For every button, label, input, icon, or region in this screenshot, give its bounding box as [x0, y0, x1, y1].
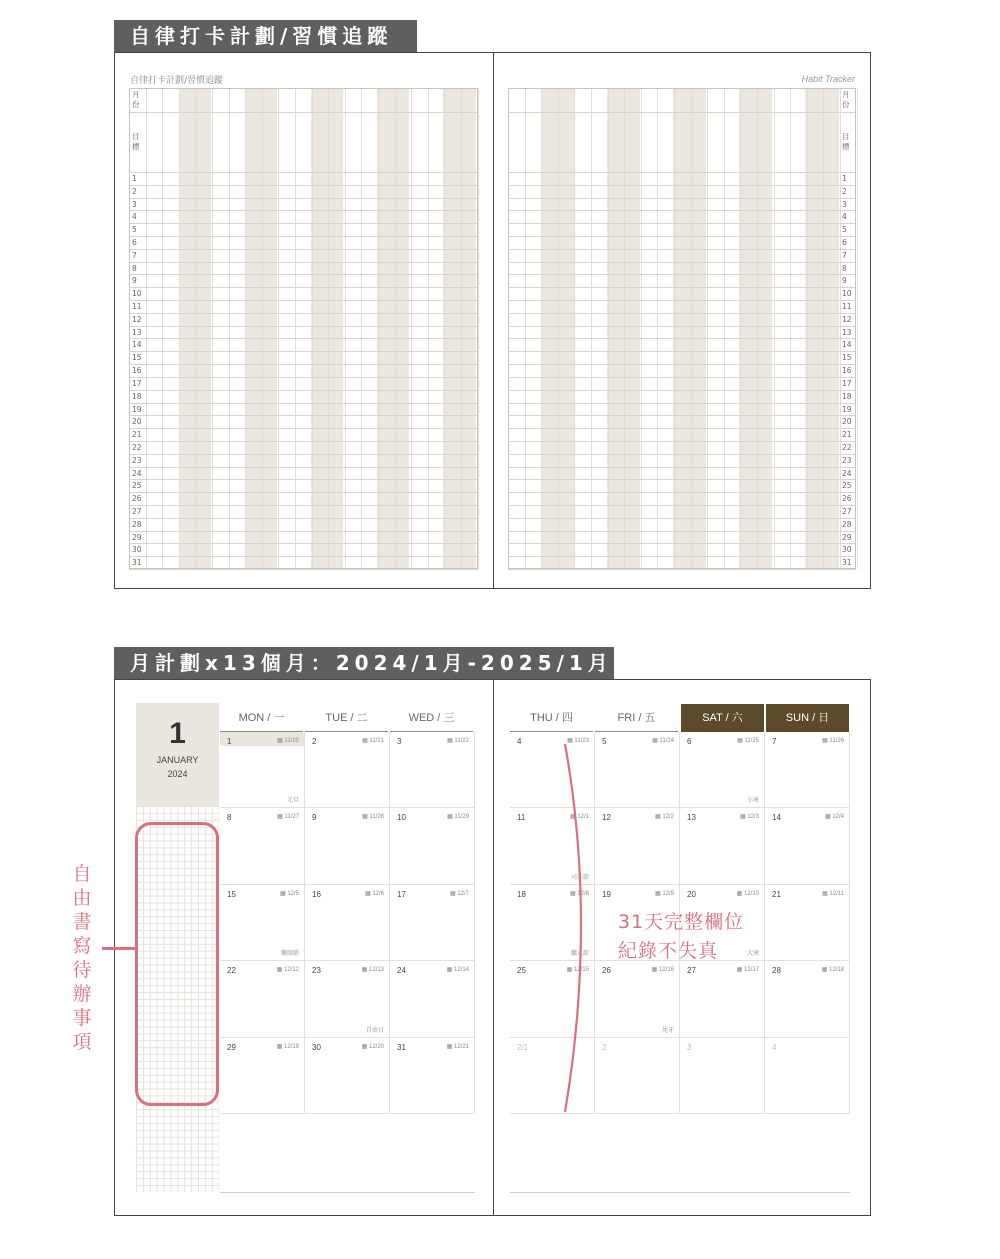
- day-date: 7: [772, 737, 777, 746]
- lunar-date: ▦ 11/21: [362, 738, 384, 744]
- day-number: 2: [842, 186, 847, 196]
- day-date: 13: [687, 813, 696, 823]
- day-cell[interactable]: [305, 885, 390, 961]
- day-number: 8: [132, 263, 137, 273]
- notes-area-right: [510, 1113, 850, 1193]
- lunar-date: ▦ 12/16: [651, 967, 674, 974]
- weekday-header: FRI / 五: [595, 704, 678, 732]
- day-number: 15: [132, 353, 142, 363]
- holiday-label: 元旦: [286, 798, 299, 805]
- lunar-date: ▦ 12/4: [824, 814, 844, 821]
- month-badge: [136, 703, 219, 806]
- day-date: 31: [397, 1042, 406, 1052]
- day-date: 27: [687, 966, 696, 976]
- day-number: 13: [842, 327, 852, 337]
- day-date: 21: [772, 889, 781, 899]
- lunar-date: ▦ 11/25: [737, 738, 759, 744]
- day-number: 19: [842, 404, 852, 414]
- callout-line-1: 31天完整欄位: [618, 911, 745, 933]
- day-date: 2: [312, 737, 317, 746]
- callout-char: 辦: [72, 983, 92, 1005]
- day-number: 7: [842, 250, 847, 260]
- lunar-date: ▦ 12/8: [569, 890, 589, 897]
- day-date: 18: [517, 889, 526, 899]
- day-number: 30: [842, 545, 852, 555]
- holiday-label: 自由日: [365, 1027, 384, 1034]
- grid-frame: [508, 88, 856, 569]
- callout-char: 待: [72, 959, 92, 981]
- habit-row-labels-right: [839, 88, 856, 569]
- day-number: 17: [132, 378, 142, 388]
- day-cell[interactable]: [305, 1038, 390, 1114]
- day-number: 25: [842, 481, 852, 491]
- day-number: 7: [132, 250, 137, 260]
- day-cell[interactable]: [765, 732, 850, 808]
- day-date: 2: [602, 1042, 607, 1052]
- callout-char: 寫: [72, 935, 92, 957]
- day-number: 12: [842, 314, 852, 324]
- day-date: 4: [517, 737, 522, 746]
- day-cell[interactable]: [765, 885, 850, 961]
- day-number: 19: [132, 404, 142, 414]
- lunar-date: ▦ 12/21: [446, 1043, 469, 1050]
- day-number: 5: [842, 225, 847, 235]
- day-number: 11: [132, 302, 142, 312]
- day-date: 30: [312, 1042, 321, 1052]
- day-number: 1: [132, 174, 137, 183]
- monthly-plan-banner: 月計劃x13個月：2024/1月-2025/1月: [114, 647, 614, 680]
- day-date: 12: [602, 813, 611, 823]
- grid-hline: [129, 569, 478, 570]
- month-label: 月份: [132, 90, 140, 109]
- day-number: 10: [132, 289, 142, 299]
- holiday-label: 藥師節: [280, 951, 299, 958]
- day-number: 22: [132, 442, 142, 452]
- lunar-date: ▦ 12/18: [821, 967, 844, 974]
- day-number: 20: [842, 417, 852, 427]
- day-number: 4: [842, 212, 847, 222]
- day-date: 3: [397, 737, 402, 746]
- day-number: 25: [132, 481, 142, 491]
- day-date: 8: [227, 813, 232, 823]
- day-number: 6: [842, 238, 847, 248]
- lunar-date: ▦ 12/1: [569, 814, 589, 821]
- day-number: 31: [842, 558, 852, 568]
- day-date: 23: [312, 966, 321, 976]
- habit-tracker-banner: 自律打卡計劃/習慣追蹤: [114, 20, 417, 53]
- spine: [493, 680, 494, 1215]
- full-month-callout: [618, 908, 744, 966]
- day-date: 15: [227, 889, 236, 899]
- day-number: 10: [842, 289, 852, 299]
- lunar-date: ▦ 11/23: [567, 738, 589, 744]
- day-number: 5: [132, 225, 137, 235]
- day-number: 9: [842, 276, 847, 286]
- day-cell[interactable]: [390, 808, 475, 884]
- weekday-header: SUN / 日: [766, 704, 849, 732]
- day-cell[interactable]: [220, 961, 305, 1037]
- day-number: 29: [132, 532, 142, 542]
- habit-row-labels-left: [129, 88, 145, 569]
- day-number: 20: [132, 417, 142, 427]
- grid-frame: [129, 88, 478, 569]
- month-number: 1: [169, 717, 186, 750]
- weekday-header: SAT / 六: [681, 704, 764, 732]
- lunar-date: ▦ 12/5: [279, 890, 299, 897]
- day-number: 18: [132, 391, 142, 401]
- day-date: 3: [687, 1042, 692, 1052]
- day-date: 10: [397, 813, 406, 823]
- day-number: 28: [842, 519, 852, 529]
- notes-area-left: [220, 1113, 475, 1193]
- day-cell[interactable]: [220, 885, 305, 961]
- day-date: 6: [687, 737, 692, 746]
- day-number: 22: [842, 442, 852, 452]
- day-cell[interactable]: [680, 1038, 765, 1114]
- day-date: 11: [517, 813, 526, 823]
- lunar-date: ▦ 12/11: [822, 890, 844, 897]
- day-cell[interactable]: [765, 961, 850, 1037]
- lunar-date: ▦ 12/17: [736, 967, 759, 974]
- day-number: 15: [842, 353, 852, 363]
- day-cell[interactable]: [220, 808, 305, 884]
- lunar-date: ▦ 11/24: [652, 738, 674, 744]
- weekday-header: MON / 一: [220, 704, 303, 732]
- day-cell[interactable]: [305, 808, 390, 884]
- day-cell[interactable]: [220, 1038, 305, 1114]
- lunar-date: ▦ 11/29: [447, 814, 469, 821]
- day-number: 16: [842, 366, 852, 376]
- callout-char: 由: [72, 887, 92, 909]
- lunar-date: ▦ 12/14: [446, 967, 469, 974]
- day-number: 3: [842, 199, 847, 209]
- lunar-date: ▦ 11/27: [277, 814, 299, 821]
- weekday-header: WED / 三: [390, 704, 473, 732]
- lunar-date: ▦ 12/19: [276, 1043, 299, 1050]
- day-date: 25: [517, 966, 526, 976]
- day-number: 11: [842, 302, 852, 312]
- lunar-date: ▦ 11/26: [822, 738, 844, 744]
- day-number: 4: [132, 212, 137, 222]
- day-cell[interactable]: [390, 732, 475, 808]
- day-number: 24: [132, 468, 142, 478]
- day-date: 19: [602, 889, 611, 899]
- day-number: 6: [132, 238, 137, 248]
- day-number: 8: [842, 263, 847, 273]
- goal-label: 目標: [842, 132, 850, 151]
- day-cell[interactable]: [595, 961, 680, 1037]
- day-cell[interactable]: [305, 961, 390, 1037]
- callout-char: 項: [72, 1031, 92, 1053]
- day-cell[interactable]: [305, 732, 390, 808]
- day-number: 3: [132, 199, 137, 209]
- day-date: 4: [772, 1042, 777, 1052]
- day-date: 16: [312, 889, 321, 899]
- day-date: 22: [227, 966, 236, 976]
- callout-connector: [102, 947, 136, 950]
- day-number: 1: [842, 174, 847, 183]
- day-cell[interactable]: [595, 1038, 680, 1114]
- day-number: 2: [132, 186, 137, 196]
- day-number: 27: [132, 506, 142, 516]
- day-number: 23: [132, 455, 142, 465]
- habit-grid-right: [508, 88, 856, 569]
- day-number: 29: [842, 532, 852, 542]
- day-number: 23: [842, 455, 852, 465]
- day-cell[interactable]: [390, 961, 475, 1037]
- callout-char: 事: [72, 1007, 92, 1029]
- day-date: 20: [687, 889, 696, 899]
- free-notes-callout: [71, 862, 93, 1054]
- day-date: 2/1: [517, 1042, 529, 1052]
- holiday-label: 尾牙: [661, 1027, 674, 1034]
- holiday-label: 司法節: [570, 874, 589, 881]
- day-number: 26: [842, 494, 852, 504]
- day-date: 9: [312, 813, 317, 823]
- day-date: 28: [772, 966, 781, 976]
- weekday-header: TUE / 二: [305, 704, 388, 732]
- day-number: 14: [842, 340, 852, 350]
- goal-label: 目標: [132, 132, 140, 151]
- lunar-date: ▦ 12/9: [654, 890, 674, 897]
- holiday-label: 大寒: [746, 951, 759, 958]
- day-date: 5: [602, 737, 607, 746]
- day-number: 14: [132, 340, 142, 350]
- day-date: 1: [227, 737, 232, 746]
- day-number: 28: [132, 519, 142, 529]
- day-date: 29: [227, 1042, 236, 1052]
- weekday-header: THU / 四: [510, 704, 593, 732]
- day-number: 31: [132, 558, 142, 568]
- lunar-date: ▦ 12/6: [364, 890, 384, 897]
- lunar-date: ▦ 12/7: [449, 890, 469, 897]
- day-number: 18: [842, 391, 852, 401]
- day-cell[interactable]: [680, 961, 765, 1037]
- day-cell[interactable]: [765, 1038, 850, 1114]
- lunar-date: ▦ 12/3: [739, 814, 759, 821]
- grid-hline: [508, 569, 856, 570]
- day-number: 30: [132, 545, 142, 555]
- day-date: 26: [602, 966, 611, 976]
- holiday-label: 臘八節: [570, 951, 589, 958]
- day-date: 17: [397, 889, 406, 899]
- month-name: JANUARY: [156, 755, 199, 765]
- day-number: 13: [132, 327, 142, 337]
- day-cell[interactable]: [390, 1038, 475, 1114]
- day-number: 17: [842, 378, 852, 388]
- day-number: 24: [842, 468, 852, 478]
- day-cell[interactable]: [390, 885, 475, 961]
- lunar-date: ▦ 12/20: [361, 1043, 384, 1050]
- spine: [493, 53, 494, 588]
- day-number: 27: [842, 506, 852, 516]
- day-number: 26: [132, 494, 142, 504]
- habit-tracker-title-en: Habit Tracker: [801, 74, 855, 84]
- day-number: 21: [132, 430, 142, 440]
- year-label: 2024: [167, 769, 188, 779]
- lunar-date: ▦ 12/15: [566, 967, 589, 974]
- month-label: 月份: [842, 90, 850, 109]
- day-cell[interactable]: [595, 732, 680, 808]
- day-number: 12: [132, 314, 142, 324]
- callout-arc: [555, 742, 595, 1114]
- day-cell[interactable]: [680, 732, 765, 808]
- day-number: 16: [132, 366, 142, 376]
- day-date: 24: [397, 966, 406, 976]
- lunar-date: ▦ 12/13: [361, 967, 384, 974]
- day-cell[interactable]: [220, 732, 305, 808]
- lunar-date: ▦ 11/22: [447, 738, 469, 744]
- free-notes-highlight: [135, 822, 219, 1106]
- lunar-date: ▦ 12/12: [276, 967, 299, 974]
- day-number: 21: [842, 430, 852, 440]
- callout-line-2: 紀錄不失真: [618, 940, 719, 962]
- day-date: 14: [772, 813, 781, 823]
- callout-char: 書: [72, 911, 92, 933]
- day-cell[interactable]: [765, 808, 850, 884]
- lunar-date: ▦ 11/20: [277, 738, 299, 744]
- lunar-date: ▦ 11/28: [362, 814, 384, 821]
- habit-grid-left: [129, 88, 478, 569]
- callout-char: 自: [72, 863, 92, 885]
- lunar-date: ▦ 12/10: [736, 890, 759, 897]
- day-cell[interactable]: [680, 808, 765, 884]
- day-cell[interactable]: [595, 808, 680, 884]
- habit-tracker-title-zh: 自律打卡計劃/習慣追蹤: [130, 76, 224, 86]
- holiday-label: 小寒: [746, 798, 759, 805]
- lunar-date: ▦ 12/2: [654, 814, 674, 821]
- day-number: 9: [132, 276, 137, 286]
